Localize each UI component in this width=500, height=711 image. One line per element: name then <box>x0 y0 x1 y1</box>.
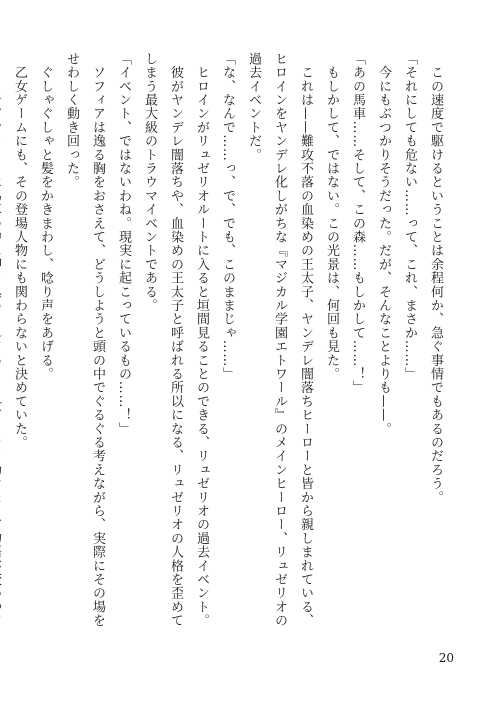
text-line: 「あの馬車……そして、この森……もしかして……！」 <box>350 52 365 395</box>
text-line: ヒロインがリュゼリオルートに入ると垣間見ることのできる、リュゼリオの過去イベント。 <box>194 52 209 628</box>
text-line: 「イベント、ではないわね。現実に起こっているもの……！」 <box>116 52 131 436</box>
text-line: 今にもぶつかりそうだった。だが、そんなことよりも——。 <box>376 52 391 436</box>
text-line: 彼がヤンデレ闇落ちや、血染めの王太子と呼ばれる所以になる、リュゼリオの人格を歪めてしまう最大級のトラウマイベントである。 <box>142 52 183 628</box>
text-line: 「それにしても危ない……って、これ、まさか……」 <box>402 52 417 381</box>
vertical-text-body <box>12 52 448 632</box>
text-line: 乙女ゲームにも、その登場人物にも関わらないと決めていた。 <box>12 52 27 450</box>
text-line: ぐしゃぐしゃと髪をかきまわし、唸り声をあげる。 <box>38 52 53 381</box>
text-line: 「な、なんで……っ、で、でも、このままじゃ……」 <box>220 52 235 381</box>
text-line: もしかして、ではない。この光景は、何回も見た。 <box>324 52 339 381</box>
text-line <box>0 52 6 632</box>
text-line: ソフィアは逸る胸をおさえて、どうしようと頭の中でぐるぐる考えながら、実際にその場をせわしく動き回った。 <box>64 52 105 628</box>
text-line: これは——難攻不落の血染めの王太子、ヤンデレ闇落ちヒーローと皆から親しまれている、ヒロインをヤンデレ化しがちな『マジカル学園エトワール』のメインヒーロー、リュゼリオの過去イベントだ。 <box>246 52 313 628</box>
page-number: 20 <box>438 651 454 665</box>
text-line: この速度で駆けるということは余程何か、急ぐ事情でもあるのだろう。 <box>428 52 443 505</box>
